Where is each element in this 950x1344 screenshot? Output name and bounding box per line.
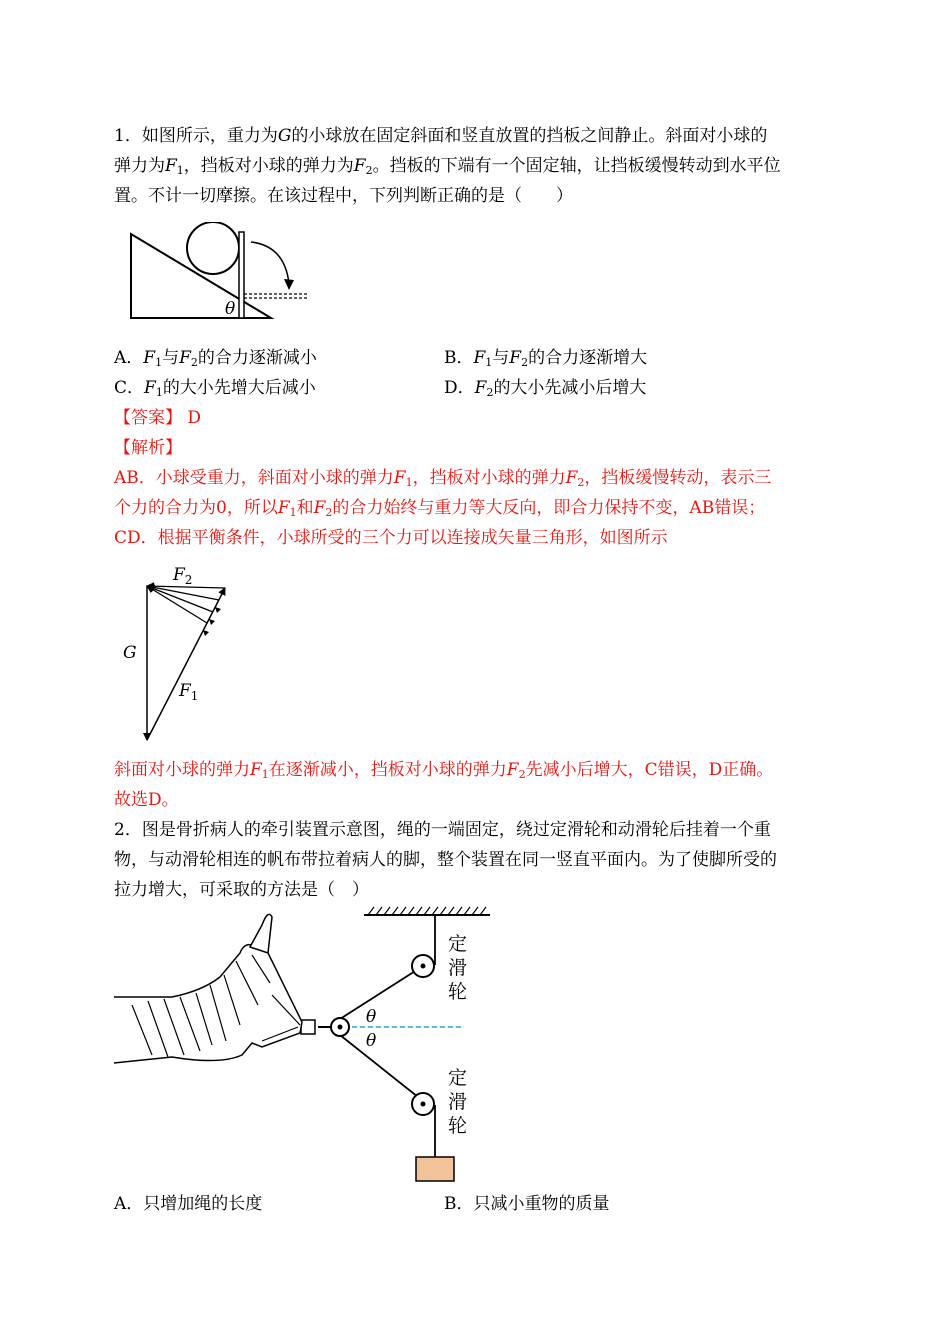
label-f2: F	[173, 565, 185, 585]
answer-label: 【答案】 D	[114, 408, 202, 428]
vector-triangle-figure	[115, 560, 240, 745]
q2-stem-line-1: 2．图是骨折病人的牵引装置示意图，绳的一端固定，绕过定滑轮和动滑轮后挂着一个重	[114, 820, 771, 840]
label-fixed-pulley-top: 定滑轮	[448, 933, 468, 1003]
q1-stem-line-2: 弹力为$F_1$，挡板对小球的弹力为$F_2$。挡板的下端有一个固定轴，让挡板缓慢转动到水平位	[114, 156, 781, 177]
theta-bottom: θ	[366, 1031, 377, 1051]
analysis-line-3: CD．根据平衡条件，小球所受的三个力可以连接成矢量三角形，如图所示	[114, 528, 668, 548]
weight	[416, 1157, 454, 1181]
analysis-label: 【解析】	[114, 438, 182, 458]
label-g: G	[123, 643, 137, 663]
q1-option-b[interactable]: B．$F_1$与$F_2$的合力逐渐增大	[444, 348, 648, 369]
analysis-line-1: AB．小球受重力，斜面对小球的弹力$F_1$，挡板对小球的弹力$F_2$，挡板缓慢转动，表示三	[114, 468, 772, 489]
label-f1: F	[179, 681, 191, 701]
analysis-line-2: 个力的合力为0，所以$F_1$和$F_2$的合力始终与重力等大反向，即合力保持不变，AB错误；	[114, 498, 766, 519]
q2-option-a[interactable]: A．只增加绳的长度	[114, 1194, 263, 1214]
traction-figure	[112, 905, 492, 1185]
conclusion-line-2: 故选D。	[114, 790, 179, 810]
svg-text:F1: $F_1$	[179, 681, 199, 703]
leg	[114, 939, 302, 1063]
q1-stem-line-1: 1．如图所示，重力为G的小球放在固定斜面和竖直放置的挡板之间静止。斜面对小球的	[114, 126, 768, 146]
q2-option-b[interactable]: B．只减小重物的质量	[444, 1194, 610, 1214]
label-fixed-pulley-bottom: 定滑轮	[448, 1067, 468, 1137]
q2-stem-line-3: 拉力增大，可采取的方法是（ ）	[114, 880, 369, 900]
q1-option-c[interactable]: C．$F_1$的大小先增大后减小	[114, 378, 316, 399]
q2-stem-line-2: 物，与动滑轮相连的帆布带拉着病人的脚，整个装置在同一竖直平面内。为了使脚所受的	[114, 850, 777, 870]
q1-stem-line-3: 置。不计一切摩擦。在该过程中，下列判断正确的是（ ）	[114, 186, 573, 206]
svg-text:F2: $F_2$	[173, 565, 193, 587]
theta-label: θ	[225, 299, 236, 319]
svg-text:G	[123, 643, 137, 663]
incline-figure	[125, 222, 315, 322]
q1-option-d[interactable]: D．$F_2$的大小先减小后增大	[444, 378, 647, 399]
conclusion-line-1: 斜面对小球的弹力$F_1$在逐渐减小，挡板对小球的弹力$F_2$先减小后增大，C错误，D正确。	[114, 760, 774, 781]
ball	[187, 222, 239, 274]
theta-top: θ	[366, 1007, 377, 1027]
baffle	[239, 232, 244, 318]
q1-option-a[interactable]: A．$F_1$与$F_2$的合力逐渐减小	[114, 348, 317, 369]
